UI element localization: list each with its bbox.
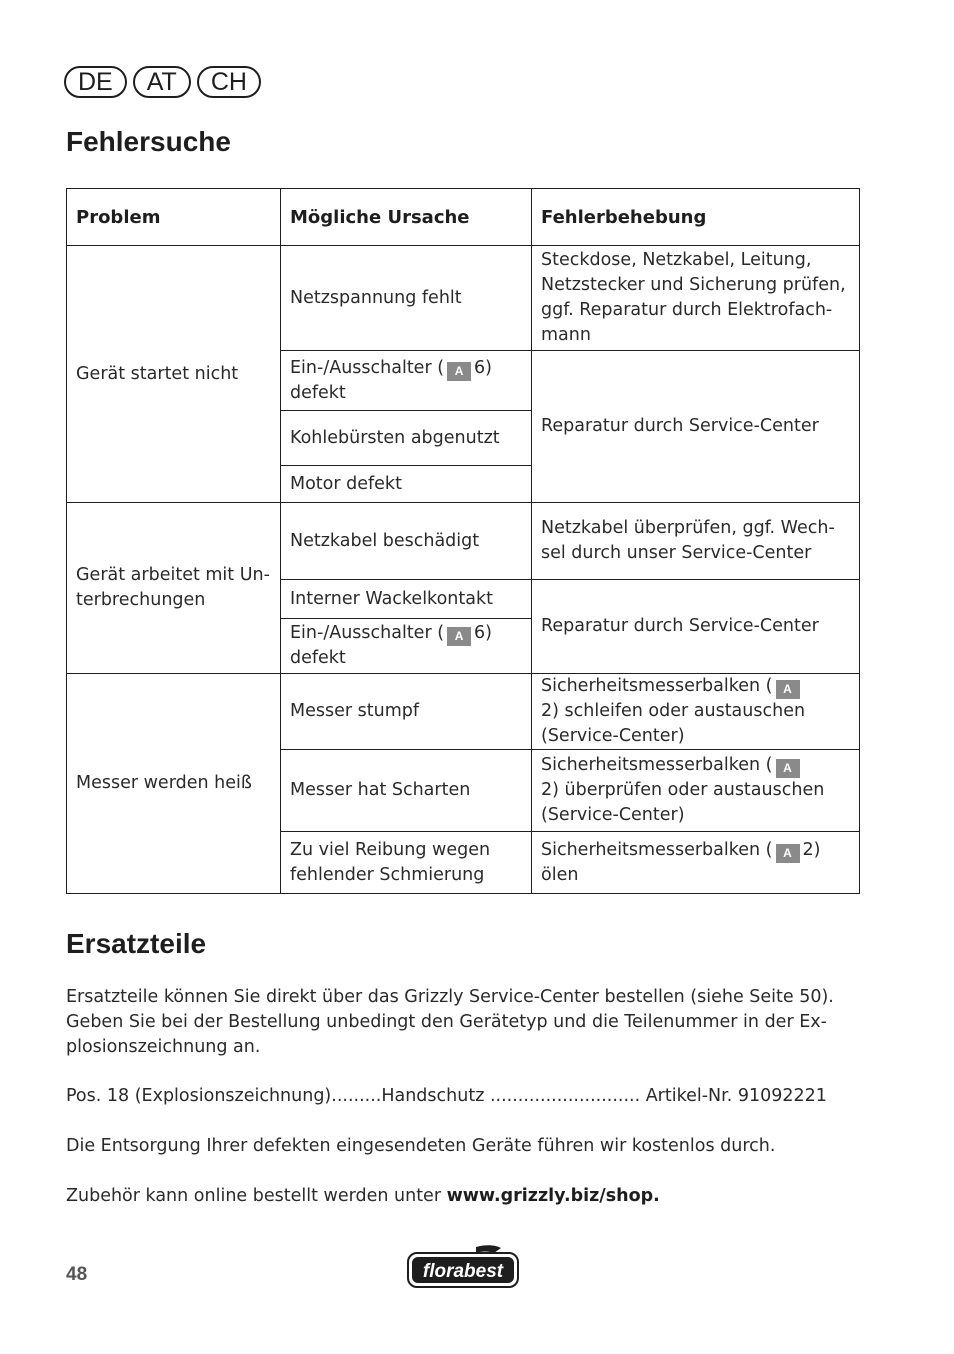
cause-cell (281, 619, 532, 674)
remedy-cell (532, 832, 860, 894)
cause-text: defekt (290, 382, 346, 403)
remedy-text: ölen (541, 864, 579, 885)
country-badge-ch: CH (197, 66, 261, 98)
cause-text: Ein-/Ausschalter ( (290, 357, 445, 378)
shop-link[interactable]: www.grizzly.biz/shop. (446, 1186, 660, 1206)
cause-cell: Messer hat Scharten (281, 750, 532, 832)
remedy-text: 2) überprüfen oder austauschen (Service-Center) (541, 780, 825, 825)
cause-cell: Interner Wackelkontakt (281, 580, 532, 619)
figure-reference-icon: A (447, 627, 471, 646)
cause-text: defekt (290, 648, 346, 668)
problem-cell: Gerät arbeitet mit Un-terbrechungen (67, 503, 281, 674)
problem-cell: Messer werden heiß (67, 674, 281, 894)
remedy-cell (532, 750, 860, 832)
florabest-logo (406, 1244, 520, 1290)
cause-cell: Netzspannung fehlt (281, 246, 532, 351)
spare-parts-title: Ersatzteile (66, 928, 207, 959)
header-problem: Problem (67, 189, 281, 246)
troubleshooting-title: Fehlersuche (66, 126, 231, 157)
table-row (67, 674, 860, 750)
figure-reference-icon: A (776, 844, 800, 863)
figure-reference-icon: A (776, 680, 800, 699)
problem-cell: Gerät startet nicht (67, 246, 281, 503)
spare-parts-intro: Ersatzteile können Sie direkt über das Grizzly Service-Center bestellen (siehe Seite 50). Geben Sie bei der Bestellung unbedingt den Gerätetyp und die Teilenummer in der Ex-plosionszeichnung an. (66, 987, 834, 1057)
cause-cell (281, 351, 532, 411)
remedy-cell: Netzkabel überprüfen, ggf. Wech-sel durch unser Service-Center (532, 503, 860, 580)
page-number: 48 (66, 1264, 88, 1285)
remedy-text: Sicherheitsmesserbalken ( (541, 755, 773, 775)
remedy-cell: Reparatur durch Service-Center (532, 580, 860, 674)
header-cause: Mögliche Ursache (281, 189, 532, 246)
remedy-cell: Reparatur durch Service-Center (532, 351, 860, 503)
cause-text: Ein-/Ausschalter ( (290, 623, 445, 643)
spare-part-line: Pos. 18 (Explosionszeichnung).........Handschutz ........................... Artikel-Nr. 91092221 (66, 1086, 827, 1106)
cause-cell: Messer stumpf (281, 674, 532, 750)
disposal-note: Die Entsorgung Ihrer defekten eingesendeten Geräte führen wir kostenlos durch. (66, 1136, 776, 1156)
remedy-text: Sicherheitsmesserbalken ( (541, 676, 773, 696)
figure-reference-icon: A (776, 759, 800, 778)
cause-cell: Netzkabel beschädigt (281, 503, 532, 580)
cause-text: 6) (474, 357, 492, 378)
figure-reference-icon: A (447, 362, 471, 381)
svg-text:florabest: florabest (422, 1261, 504, 1282)
accessories-text: Zubehör kann online bestellt werden unter (66, 1186, 447, 1206)
table-row (67, 503, 860, 580)
cause-cell: Kohlebürsten abgenutzt (281, 411, 532, 466)
table-header-row (67, 189, 860, 246)
country-badges (64, 66, 261, 98)
cause-cell: Motor defekt (281, 466, 532, 503)
troubleshooting-table (66, 188, 860, 894)
country-badge-de: DE (64, 66, 127, 98)
remedy-text: 2) (802, 839, 821, 860)
cause-cell: Zu viel Reibung wegen fehlender Schmierung (281, 832, 532, 894)
country-badge-at: AT (133, 66, 191, 98)
cause-text: 6) (474, 623, 492, 643)
remedy-cell (532, 674, 860, 750)
table-row (67, 246, 860, 351)
remedy-text: Sicherheitsmesserbalken ( (541, 839, 773, 860)
header-remedy: Fehlerbehebung (532, 189, 860, 246)
remedy-cell: Steckdose, Netzkabel, Leitung, Netzstecker und Sicherung prüfen, ggf. Reparatur durch Elektrofach-mann (532, 246, 860, 351)
remedy-text: 2) schleifen oder austauschen (Service-Center) (541, 701, 806, 746)
accessories-note (66, 1184, 866, 1209)
